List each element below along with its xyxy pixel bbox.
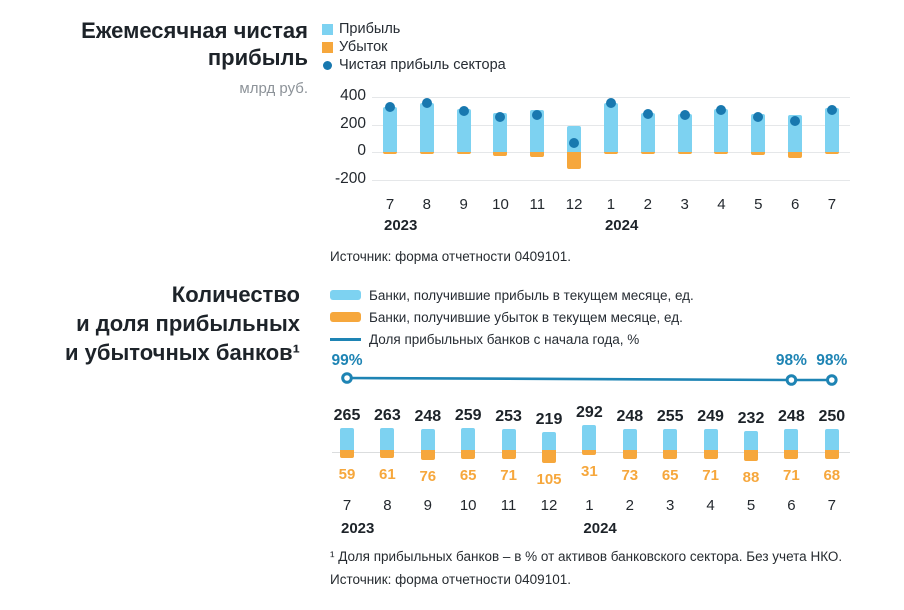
chart2-footnote: ¹ Доля прибыльных банков – в % от активов банковского сектора. Без учета НКО. [330, 549, 843, 564]
net-profit-dot-icon [323, 61, 332, 70]
profit-bar [825, 108, 839, 152]
net-profit-dot [569, 138, 579, 148]
month-label: 7 [342, 497, 352, 514]
month-label: 7 [827, 497, 836, 514]
profit-banks-bar [825, 429, 839, 452]
profit-banks-bar [340, 428, 354, 452]
net-profit-dot [827, 105, 837, 115]
chart2-title [40, 280, 300, 367]
share-percent-label: 99% [331, 352, 363, 369]
legend-item-loss [322, 38, 506, 56]
loss-banks-bar [623, 450, 637, 459]
loss-banks-value: 61 [379, 466, 396, 484]
y-axis-tick-label: 200 [340, 114, 366, 132]
loss-bar [788, 152, 802, 158]
net-profit-dot [606, 98, 616, 108]
gridline [372, 180, 850, 181]
share-line-marker [787, 376, 796, 385]
month-label: 8 [383, 497, 392, 514]
chart2-source: Источник: форма отчетности 0409101. [330, 572, 571, 587]
loss-banks-bar [340, 450, 354, 458]
legend-item-profit [322, 20, 506, 38]
month-label: 10 [492, 196, 509, 213]
profit-bar [567, 126, 581, 152]
month-label: 2 [643, 196, 652, 213]
chart1-title-line2: прибыль [207, 45, 308, 70]
net-profit-dot [422, 98, 432, 108]
loss-banks-value: 88 [742, 468, 760, 486]
legend-label-loss-banks: Банки, получившие убыток в текущем месяце, ед. [369, 309, 683, 325]
month-label: 7 [827, 196, 837, 213]
loss-banks-bar [704, 450, 718, 459]
month-label: 1 [585, 497, 594, 514]
profit-banks-bar [502, 429, 516, 452]
legend-item-net-profit [322, 56, 506, 74]
net-profit-dot [790, 116, 800, 126]
profit-banks-bar [663, 429, 677, 452]
profit-banks-bar [461, 428, 475, 452]
month-label: 1 [606, 196, 616, 213]
legend-item-loss-banks [330, 306, 694, 328]
profit-banks-bar [784, 429, 798, 452]
loss-bar [457, 152, 471, 154]
month-label: 12 [540, 497, 558, 514]
year-label: 2024 [583, 520, 617, 537]
month-label: 9 [423, 497, 432, 514]
gridline [372, 97, 850, 98]
net-profit-dot [643, 109, 653, 119]
legend-item-share-line [330, 328, 694, 350]
profit-banks-value: 250 [818, 408, 846, 425]
profit-bar [751, 114, 765, 153]
net-profit-dot [532, 110, 542, 120]
month-label: 3 [666, 497, 675, 514]
profit-banks-value: 219 [535, 410, 563, 428]
loss-bar [383, 152, 397, 154]
profit-bar [788, 115, 802, 152]
loss-banks-bar [825, 450, 839, 459]
loss-banks-bar [421, 450, 435, 460]
y-axis-tick-label: -200 [334, 169, 366, 187]
month-label: 11 [500, 497, 517, 514]
profit-banks-bar [542, 432, 556, 452]
loss-banks-value: 65 [661, 466, 679, 484]
profit-banks-value: 265 [333, 406, 361, 424]
profit-banks-swatch-icon [330, 290, 361, 300]
loss-bar [825, 152, 839, 154]
legend-label-profit-banks: Банки, получившие прибыль в текущем месяце, ед. [369, 287, 694, 303]
legend-label-profit: Прибыль [339, 21, 401, 37]
chart2-title-line2: и доля прибыльных [76, 311, 300, 336]
profit-banks-bar [582, 425, 596, 452]
profit-banks-value: 292 [576, 404, 603, 422]
baseline [332, 452, 850, 453]
loss-banks-value: 59 [338, 465, 356, 483]
month-label: 2 [625, 497, 634, 514]
legend-label-loss: Убыток [339, 39, 388, 55]
loss-banks-value: 71 [702, 467, 719, 485]
loss-banks-bar [582, 450, 596, 455]
gridline [372, 152, 850, 153]
chart1-title-line1: Ежемесячная чистая [81, 18, 308, 43]
month-label: 4 [717, 196, 726, 213]
loss-banks-bar [744, 450, 758, 461]
loss-bar [567, 152, 581, 169]
chart1-title [40, 17, 308, 102]
year-label: 2023 [341, 520, 375, 537]
profit-banks-value: 253 [495, 407, 522, 425]
loss-bar [714, 152, 728, 154]
gridline [372, 125, 850, 126]
loss-bar [604, 152, 618, 154]
profit-bar [714, 109, 728, 152]
legend-label-share-line: Доля прибыльных банков с начала года, % [369, 331, 640, 347]
loss-bar [678, 152, 692, 154]
profit-bar [420, 103, 434, 153]
loss-banks-value: 76 [419, 467, 437, 485]
share-percent-label: 98% [816, 352, 848, 369]
month-label: 12 [565, 196, 583, 213]
net-profit-dot [385, 102, 395, 112]
profit-banks-bar [623, 429, 637, 452]
month-label: 3 [680, 196, 689, 213]
loss-banks-bar [663, 450, 677, 459]
loss-banks-value: 73 [621, 467, 639, 485]
profit-swatch-icon [322, 24, 333, 35]
chart2-title-line3: и убыточных банков¹ [65, 340, 300, 365]
month-label: 6 [790, 196, 800, 213]
profit-bar [383, 107, 397, 152]
profit-banks-value: 248 [778, 408, 805, 426]
net-profit-dot [459, 106, 469, 116]
month-label: 5 [754, 196, 763, 213]
profit-banks-bar [744, 431, 758, 452]
chart1-legend [322, 20, 506, 74]
profit-bar [678, 114, 692, 153]
loss-banks-value: 105 [536, 470, 562, 488]
loss-bar [420, 152, 434, 154]
profit-bar [493, 113, 507, 152]
loss-banks-bar [380, 450, 394, 458]
share-line-marker [828, 376, 837, 385]
legend-item-profit-banks [330, 284, 694, 306]
share-percent-label: 98% [775, 352, 807, 369]
loss-banks-bar [461, 450, 475, 459]
loss-banks-bar [784, 450, 798, 459]
month-label: 5 [746, 497, 756, 514]
loss-banks-value: 68 [823, 466, 841, 484]
profit-banks-value: 249 [697, 408, 724, 426]
loss-banks-value: 71 [783, 467, 800, 485]
year-label: 2024 [604, 217, 639, 234]
y-axis-tick-label: 0 [357, 142, 366, 159]
profit-banks-bar [380, 428, 394, 452]
loss-bar [641, 152, 655, 154]
net-profit-dot [680, 110, 690, 120]
chart2-legend [330, 284, 694, 350]
month-label: 7 [385, 196, 395, 213]
profit-bar [530, 110, 544, 152]
net-profit-dot [495, 112, 505, 122]
month-label: 4 [706, 497, 715, 514]
loss-bar [530, 152, 544, 157]
month-label: 11 [529, 196, 546, 213]
month-label: 8 [422, 196, 431, 213]
profit-banks-value: 248 [616, 408, 644, 426]
chart1-source: Источник: форма отчетности 0409101. [330, 249, 571, 264]
month-label: 6 [787, 497, 796, 514]
profit-banks-value: 232 [737, 409, 765, 427]
net-profit-dot [753, 112, 763, 122]
loss-banks-value: 71 [500, 467, 517, 485]
profit-banks-value: 255 [656, 407, 684, 425]
share-line [330, 367, 860, 395]
profit-bar [604, 103, 618, 152]
loss-bar [493, 152, 507, 156]
month-label: 10 [459, 497, 477, 514]
legend-label-net-profit: Чистая прибыль сектора [339, 57, 506, 73]
loss-bar [751, 152, 765, 155]
net-profit-dot [716, 105, 726, 115]
share-line-marker [343, 374, 352, 383]
profit-bar [457, 109, 471, 152]
profit-banks-value: 248 [414, 408, 442, 426]
loss-banks-value: 65 [459, 466, 477, 484]
profit-banks-bar [421, 429, 435, 452]
profit-bar [641, 113, 655, 152]
loss-banks-value: 31 [581, 463, 598, 481]
loss-banks-swatch-icon [330, 312, 361, 322]
loss-banks-bar [542, 450, 556, 463]
profit-banks-value: 263 [374, 406, 401, 424]
y-axis-tick-label: 400 [340, 87, 366, 104]
loss-swatch-icon [322, 42, 333, 53]
year-label: 2023 [384, 217, 418, 234]
share-line-icon [330, 338, 361, 341]
loss-banks-bar [502, 450, 516, 459]
chart2-title-line1: Количество [171, 282, 300, 307]
profit-banks-bar [704, 429, 718, 452]
month-label: 9 [459, 196, 468, 213]
profit-banks-value: 259 [454, 407, 482, 425]
chart1-units-label: млрд руб. [239, 80, 308, 97]
